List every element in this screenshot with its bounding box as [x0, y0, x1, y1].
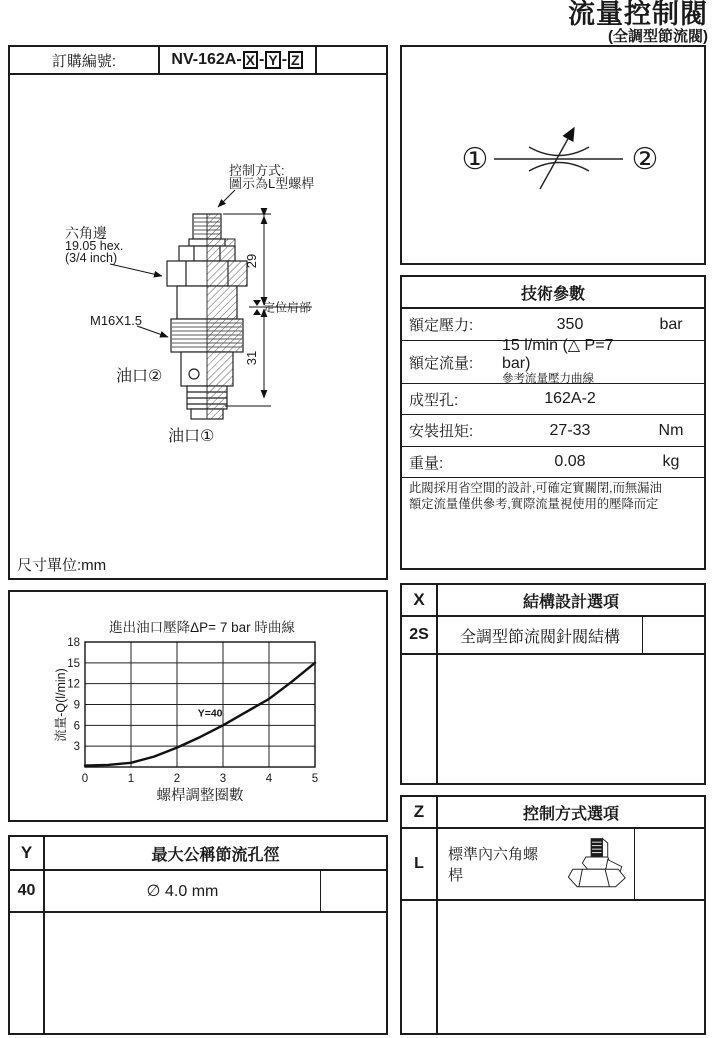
y-tick-label: 15 [67, 657, 80, 670]
order-number-code [160, 47, 317, 73]
x-options-key: X [402, 585, 438, 615]
z-options-header [402, 797, 704, 829]
x-options-title: 結構設計選項 [522, 593, 619, 611]
y-tick-label: 12 [67, 678, 80, 691]
tech-params-footnote [402, 478, 704, 516]
param-label: 額定壓力: [409, 317, 474, 334]
x-option-code: 2S [402, 617, 438, 653]
thread-size-label: M16X1.5 [90, 313, 143, 328]
y-tick-label: 9 [73, 699, 80, 712]
order-code-y: Y [265, 51, 280, 69]
x-option-desc: 全調型節流閥針閥結構 [459, 628, 620, 646]
y-options-header [10, 837, 386, 871]
param-row-torque [402, 415, 704, 447]
x-options-empty-cell [438, 655, 704, 783]
x-tick-label: 2 [173, 773, 181, 785]
hex-size-label-line3: (3/4 inch) [65, 251, 118, 265]
x-options-empty-area [402, 655, 704, 783]
tech-params-title: 技術參數 [402, 277, 704, 309]
shoulder-label: 定位肩部 [263, 300, 312, 315]
dim-31-label: 31 [244, 350, 259, 366]
footnote-line1: 此閥採用省空間的設計,可確定實關閉,而無漏油 [409, 481, 662, 495]
x-options-empty-keycol [402, 655, 438, 783]
hydraulic-symbol-panel [400, 45, 706, 265]
hex-socket-screw-icon [564, 836, 634, 892]
z-option-desc: 標準內六角螺桿 [448, 846, 539, 884]
order-row-spacer [317, 47, 386, 73]
param-row-flow [402, 337, 704, 385]
hex-size-label-line2: 19.05 hex. [65, 239, 124, 253]
y-options-panel [8, 835, 388, 1035]
x-options-panel [400, 583, 706, 785]
z-options-title: 控制方式選項 [522, 805, 619, 823]
order-code-x: X [243, 51, 258, 69]
param-unit: bar [659, 315, 683, 333]
y-options-empty-keycol [10, 913, 45, 1033]
y-options-empty-cell [45, 913, 386, 1033]
x-tick-label: 0 [81, 773, 89, 785]
param-value-main: 15 l/min (△ P=7 bar) [502, 337, 614, 372]
order-code-sep1: - [259, 51, 265, 68]
port2-label: 油口② [116, 368, 163, 385]
y-options-key: Y [10, 837, 45, 869]
control-method-label-line2: 圖示為L型螺桿 [229, 176, 315, 191]
y-options-empty-area [10, 913, 386, 1033]
restrictor-lower-arc [529, 163, 589, 172]
valve-section-hatch [207, 214, 247, 419]
x-tick-label: 5 [311, 773, 319, 785]
dim-29-label: 29 [244, 253, 259, 269]
throttle-valve-symbol [402, 47, 704, 263]
x-option-extra-cell [642, 617, 704, 653]
z-options-key: Z [402, 797, 438, 827]
x-tick-label: 1 [127, 773, 135, 785]
x-tick-label: 4 [265, 773, 273, 785]
param-value: 27-33 [549, 421, 591, 439]
z-options-empty-cell [438, 901, 704, 1033]
y-option-code: 40 [10, 871, 45, 911]
z-option-row [402, 829, 704, 901]
chart-title: 進出油口壓降ΔP= 7 bar 時曲線 [109, 620, 295, 635]
z-option-code: L [402, 829, 438, 899]
param-label: 額定流量: [409, 354, 474, 372]
y-option-desc: ∅ 4.0 mm [146, 883, 219, 900]
curve-annotation: Y=40 [197, 707, 223, 720]
y-tick-label: 18 [67, 637, 80, 649]
y-tick-label: 3 [73, 741, 80, 754]
x-options-header [402, 585, 704, 617]
tech-params-panel [400, 275, 706, 570]
y-tick-label: 6 [73, 720, 80, 733]
page-subtitle: (全調型節流閥) [608, 27, 708, 45]
order-code-prefix: NV-162A- [171, 51, 242, 68]
valve-cross-section-drawing [10, 75, 386, 555]
order-number-row [10, 47, 386, 75]
symbol-port2-label: ② [631, 143, 659, 176]
page-title: 流量控制閥 [568, 0, 708, 29]
param-unit: kg [662, 453, 680, 470]
z-option-desc-cell [438, 829, 634, 899]
symbol-port1-label: ① [461, 143, 489, 176]
y-options-title: 最大公稱節流孔徑 [151, 846, 280, 864]
param-value: 0.08 [554, 453, 586, 470]
param-value: 350 [556, 315, 584, 333]
footnote-line2: 額定流量僅供參考,實際流量視使用的壓降而定 [409, 496, 659, 511]
order-code-z: Z [288, 51, 303, 69]
flow-curve-chart [10, 592, 386, 820]
param-row-weight [402, 447, 704, 478]
param-label: 重量: [409, 454, 444, 472]
order-code-sep2: - [281, 51, 288, 68]
param-row-pressure [402, 309, 704, 341]
chart-ylabel: 流量-Q(l/min) [54, 668, 68, 742]
param-unit: Nm [658, 421, 684, 439]
param-label: 成型孔: [409, 391, 459, 409]
z-option-extra-cell [634, 829, 704, 899]
control-method-label-line1: 控制方式: [229, 163, 285, 178]
chart-xlabel: 螺桿調整圈數 [156, 788, 244, 804]
y-option-row [10, 871, 386, 913]
param-value-note: 參考流量壓力曲線 [502, 372, 594, 385]
port1-label: 油口① [168, 428, 215, 445]
page-title-block [568, 1, 708, 44]
param-value [502, 337, 638, 386]
x-tick-label: 3 [219, 773, 227, 785]
z-options-empty-area [402, 901, 704, 1033]
order-number-label: 訂購編號: [10, 47, 160, 73]
flow-curve-panel [8, 590, 388, 822]
param-label: 安裝扭矩: [409, 423, 474, 440]
y-option-extra-cell [320, 871, 386, 911]
x-option-row [402, 617, 704, 655]
hex-size-label-line1: 六角邊 [65, 225, 107, 241]
param-value: 162A-2 [544, 390, 596, 407]
dimension-unit-note: 尺寸單位:mm [17, 557, 107, 574]
z-options-empty-keycol [402, 901, 438, 1033]
drawing-panel [8, 45, 388, 580]
z-options-panel [400, 795, 706, 1035]
param-row-cavity [402, 384, 704, 415]
